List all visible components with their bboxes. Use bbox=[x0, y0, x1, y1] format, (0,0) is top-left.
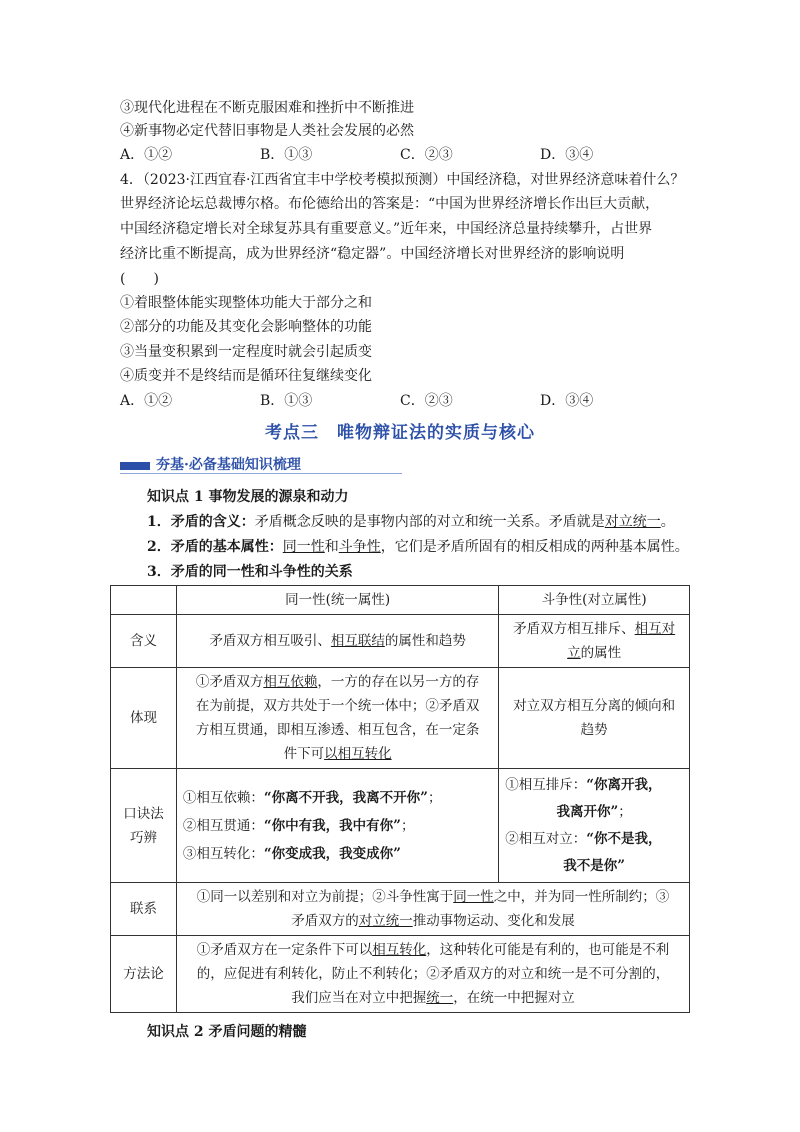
text-line bbox=[183, 670, 492, 694]
manifestation-struggle bbox=[499, 668, 690, 769]
text: ③相互转化： bbox=[182, 845, 264, 862]
text-line: 趋势 bbox=[580, 722, 608, 738]
row-label-manifestation: 体现 bbox=[111, 668, 177, 769]
quote: 我不是你” bbox=[563, 857, 626, 874]
table-row-methodology bbox=[111, 936, 690, 1013]
text: 之中，并为同一性所制约；③ bbox=[493, 889, 670, 905]
text-line: 的，应促进有利转化，防止不利转化；②矛盾双方的对立和统一是不可分割的， bbox=[196, 966, 670, 982]
key-term: 立 bbox=[567, 645, 581, 661]
text: ①同一以差别和对立为前提；②斗争性寓于 bbox=[196, 889, 454, 905]
banner-bar bbox=[120, 462, 150, 470]
question-4-line-3: 中国经济稳定增长对全球复苏具有重要意义。”近年来，中国经济总量持续攀升，占世界 bbox=[120, 221, 653, 237]
question-4-line-2: 世界经济论坛总裁博尔格。布伦德给出的答案是：“中国为世界经济增长作出巨大贡献， bbox=[120, 196, 660, 212]
row-label-connection: 联系 bbox=[111, 883, 177, 936]
text: ； bbox=[427, 789, 442, 806]
row-label-mnemonic bbox=[111, 769, 177, 883]
mnemonic-line bbox=[505, 799, 683, 826]
quote: 我离开你” bbox=[556, 803, 619, 820]
text-line bbox=[183, 938, 683, 962]
paragraph-1 bbox=[147, 512, 675, 532]
paragraph-2-and: 和 bbox=[324, 539, 339, 555]
paragraph-1-text: 矛盾概念反映的是事物内部的对立和统一关系。矛盾就是 bbox=[254, 514, 605, 530]
text: 矛盾双方相互排斥、 bbox=[513, 621, 635, 637]
paragraph-2-key-1: 同一性 bbox=[282, 539, 325, 555]
mnemonic-struggle bbox=[499, 769, 690, 883]
text: ①相互排斥： bbox=[505, 776, 587, 793]
text-line bbox=[183, 909, 683, 933]
text: 矛盾双方相互吸引、 bbox=[209, 633, 331, 649]
key-term: 统一 bbox=[426, 990, 454, 1006]
option-a: A．①② bbox=[120, 393, 173, 409]
text: 的属性和趋势 bbox=[384, 633, 466, 649]
question-4-line-1: 4．（2023·江西宜春·江西省宜丰中学校考模拟预测）中国经济稳，对世界经济意味着什么？ bbox=[120, 172, 685, 188]
row-label-methodology: 方法论 bbox=[111, 936, 177, 1013]
choice-3: ③现代化进程在不断克服困难和挫折中不断推进 bbox=[120, 100, 414, 116]
text: 件下可 bbox=[283, 746, 325, 762]
key-term: 以相互转化 bbox=[324, 746, 392, 762]
option-c: C．②③ bbox=[400, 147, 453, 163]
mnemonic-line bbox=[183, 784, 492, 812]
text: ①矛盾双方在一定条件下可以 bbox=[196, 942, 373, 958]
key-term: 相互联结 bbox=[330, 633, 385, 649]
text: 我们应当在对立中把握 bbox=[291, 990, 427, 1006]
paragraph-2-key-2: 斗争性 bbox=[338, 539, 381, 555]
option-d: D．③④ bbox=[540, 393, 594, 409]
paragraph-1-key: 对立统一 bbox=[604, 514, 661, 530]
text-line: 在为前提，双方共处于一个统一体中；②矛盾双 bbox=[195, 698, 480, 714]
answer-options-q4 bbox=[120, 391, 680, 411]
mnemonic-identity bbox=[176, 769, 498, 883]
mnemonic-line bbox=[183, 840, 492, 868]
row-label-meaning: 含义 bbox=[111, 615, 177, 668]
mnemonic-line bbox=[505, 826, 683, 853]
paragraph-2 bbox=[147, 537, 689, 557]
text-line: 对立双方相互分离的倾向和 bbox=[513, 698, 676, 714]
mnemonic-line bbox=[183, 812, 492, 840]
label-line: 巧辨 bbox=[129, 829, 157, 846]
meaning-identity bbox=[176, 615, 498, 668]
text: ②相互贯通： bbox=[182, 817, 264, 834]
table-row-meaning bbox=[111, 615, 690, 668]
text-line bbox=[183, 986, 683, 1010]
quote: “你离开我， bbox=[586, 776, 662, 793]
section-banner bbox=[120, 452, 402, 476]
banner-text: 夯基·必备基础知识梳理 bbox=[156, 457, 301, 473]
header-cell-identity: 同一性(统一属性) bbox=[176, 586, 498, 615]
text-line bbox=[183, 885, 683, 909]
banner-rule bbox=[120, 473, 402, 474]
quote: “你离不开我，我离不开你” bbox=[263, 789, 428, 806]
text: ； bbox=[400, 817, 415, 834]
option-b: B．①③ bbox=[260, 147, 313, 163]
label-line: 口诀法 bbox=[123, 805, 164, 822]
text: ②相互对立： bbox=[505, 830, 587, 847]
manifestation-identity bbox=[176, 668, 498, 769]
choice-4: ④新事物必定代替旧事物是人类社会发展的必然 bbox=[120, 123, 414, 139]
quote: “你中有我，我中有你” bbox=[263, 817, 401, 834]
option-b: B．①③ bbox=[260, 393, 313, 409]
text: ①相互依赖： bbox=[182, 789, 264, 806]
key-term: 同一性 bbox=[453, 889, 494, 905]
text: ； bbox=[618, 803, 632, 820]
text: 矛盾双方的 bbox=[291, 913, 359, 929]
text: 推动事物运动、变化和发展 bbox=[412, 913, 575, 929]
text: ，在统一中把握对立 bbox=[453, 990, 575, 1006]
q4-choice-2: ②部分的功能及其变化会影响整体的功能 bbox=[120, 319, 372, 335]
quote: “你变成我，我变成你” bbox=[263, 845, 401, 862]
paragraph-1-label: 1．矛盾的含义： bbox=[147, 514, 255, 530]
option-d: D．③④ bbox=[540, 147, 594, 163]
meaning-struggle bbox=[499, 615, 690, 668]
text: ，一方的存在以另一方的存 bbox=[317, 674, 480, 690]
key-term: 相互对 bbox=[634, 621, 676, 637]
methodology-content bbox=[176, 936, 689, 1013]
question-4-line-4: 经济比重不断提高，成为世界经济“稳定器”。中国经济增长对世界经济的影响说明 bbox=[120, 246, 625, 262]
text-line: 方相互贯通，即相互渗透、相互包含，在一定条 bbox=[195, 722, 480, 738]
table-row-mnemonic bbox=[111, 769, 690, 883]
q4-choice-1: ①着眼整体能实现整体功能大于部分之和 bbox=[120, 295, 372, 311]
section-title: 考点三 唯物辩证法的实质与核心 bbox=[265, 423, 535, 443]
mnemonic-line bbox=[505, 853, 683, 880]
paragraph-2-label: 2．矛盾的基本属性： bbox=[147, 539, 283, 555]
paragraph-3: 3．矛盾的同一性和斗争性的关系 bbox=[147, 564, 353, 580]
option-a: A．①② bbox=[120, 147, 173, 163]
paragraph-1-end: 。 bbox=[660, 514, 675, 530]
mnemonic-line bbox=[505, 772, 683, 799]
knowledge-point-2-heading: 知识点 2 矛盾问题的精髓 bbox=[147, 1024, 307, 1040]
q4-choice-3: ③当量变积累到一定程度时就会引起质变 bbox=[120, 344, 372, 360]
text: 的属性 bbox=[580, 645, 622, 661]
header-cell-empty bbox=[111, 586, 177, 615]
knowledge-point-1-heading: 知识点 1 事物发展的源泉和动力 bbox=[147, 489, 349, 505]
key-term: 对立统一 bbox=[358, 913, 413, 929]
q4-choice-4: ④质变并不是终结而是循环往复继续变化 bbox=[120, 368, 372, 384]
answer-options-q3 bbox=[120, 145, 680, 165]
table-row-manifestation bbox=[111, 668, 690, 769]
quote: “你不是我， bbox=[586, 830, 662, 847]
key-term: 相互转化 bbox=[372, 942, 427, 958]
table-header-row bbox=[111, 586, 690, 615]
option-c: C．②③ bbox=[400, 393, 453, 409]
text: ，这种转化可能是有利的，也可能是不利 bbox=[426, 942, 670, 958]
answer-paren: ( ) bbox=[120, 271, 159, 287]
key-term: 相互依赖 bbox=[263, 674, 318, 690]
header-cell-struggle: 斗争性(对立属性) bbox=[499, 586, 690, 615]
connection-content bbox=[176, 883, 689, 936]
paragraph-2-text: ，它们是矛盾所固有的相反相成的两种基本属性。 bbox=[380, 539, 689, 555]
text: ①矛盾双方 bbox=[195, 674, 264, 690]
text-line bbox=[183, 742, 492, 766]
contradiction-table bbox=[110, 585, 690, 1013]
table-row-connection bbox=[111, 883, 690, 936]
